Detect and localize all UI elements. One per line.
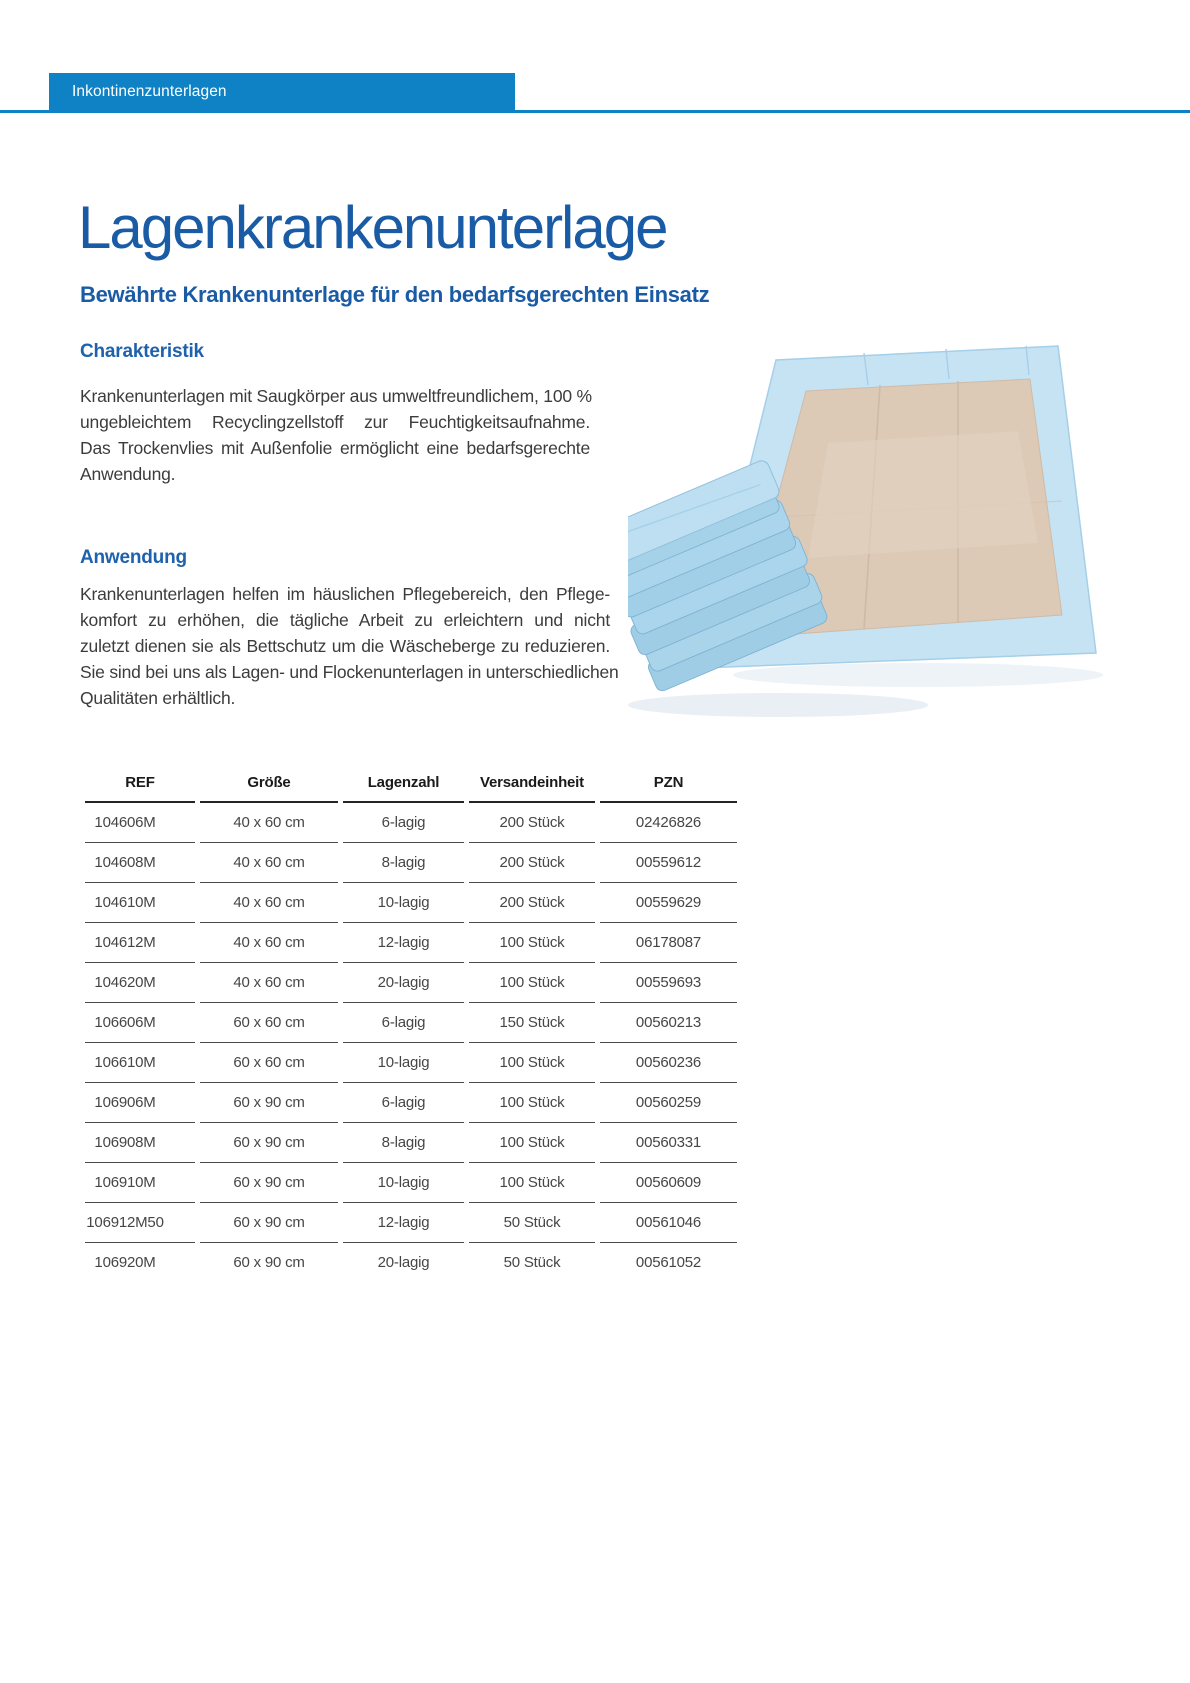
table-cell-ref: 106908M [85,1123,195,1163]
category-banner: Inkontinenzunterlagen [49,73,515,111]
table-cell-pzn: 00559612 [600,843,737,883]
table-cell-pzn: 00559693 [600,963,737,1003]
table-cell-lagenzahl: 10-lagig [343,883,464,923]
table-cell-versandeinheit: 100 Stück [469,1123,595,1163]
table-cell-lagenzahl: 6-lagig [343,803,464,843]
table-cell-groesse: 60 x 60 cm [200,1003,338,1043]
table-cell-groesse: 40 x 60 cm [200,803,338,843]
table-cell-ref: 104612M [85,923,195,963]
section-heading-anwendung: Anwendung [80,547,187,568]
table-cell-ref: 106906M [85,1083,195,1123]
paragraph-line: Anwendung. [80,464,176,484]
table-cell-lagenzahl: 12-lagig [343,1203,464,1243]
paragraph-charakteristik [80,383,590,487]
table-cell-ref: 106606M [85,1003,195,1043]
table-cell-lagenzahl: 20-lagig [343,963,464,1003]
table-cell-pzn: 00561052 [635,1254,702,1271]
table-cell-groesse: 40 x 60 cm [200,963,338,1003]
paragraph-line: Das Trockenvlies mit Außenfolie ermöglicht eine bedarfsgerechte [80,438,590,458]
column-header: Größe [200,745,338,803]
table-cell-ref: 106912M50 [85,1203,195,1243]
table-row [85,1043,737,1083]
table-cell-groesse: 40 x 60 cm [200,843,338,883]
section-heading-charakteristik: Charakteristik [80,341,204,362]
table-cell-versandeinheit: 200 Stück [469,883,595,923]
table-row [85,1003,737,1043]
paragraph-line: ungebleichtem Recyclingzellstoff zur Feuchtigkeitsaufnahme. [80,412,590,432]
table-cell-pzn: 02426826 [600,803,737,843]
paragraph-anwendung [80,581,619,711]
paragraph-line: Qualitäten erhältlich. [80,688,236,708]
table-cell-pzn: 06178087 [600,923,737,963]
table-cell-versandeinheit: 200 Stück [469,803,595,843]
table-row [85,843,737,883]
table-cell-pzn: 00560609 [600,1163,737,1203]
table-cell-ref: 106920M [94,1254,156,1271]
table-row [85,1123,737,1163]
table-body [85,803,737,1283]
table-cell-groesse: 60 x 90 cm [233,1254,305,1271]
table-cell-groesse: 40 x 60 cm [200,923,338,963]
table-row [85,1083,737,1123]
table-cell-lagenzahl: 12-lagig [343,923,464,963]
table-row [85,1163,737,1203]
paragraph-line: komfort zu erhöhen, die tägliche Arbeit zu erleichtern und nicht [80,610,610,630]
table-row [85,1243,737,1283]
table-cell-versandeinheit: 50 Stück [469,1203,595,1243]
table-cell-ref: 106610M [85,1043,195,1083]
table-cell-versandeinheit: 100 Stück [469,963,595,1003]
table-cell-pzn: 00560259 [600,1083,737,1123]
paragraph-line: Krankenunterlagen mit Saugkörper aus umweltfreundlichem, 100 % [80,386,592,406]
table-cell-groesse: 40 x 60 cm [200,883,338,923]
page-title: Lagenkrankenunterlage [78,194,667,261]
table-cell-ref: 104606M [85,803,195,843]
table-cell-pzn: 00559629 [600,883,737,923]
table-cell-pzn: 00560236 [600,1043,737,1083]
product-table [85,745,737,1283]
table-row [85,963,737,1003]
table-cell-versandeinheit: 100 Stück [469,1043,595,1083]
table-cell-groesse: 60 x 90 cm [200,1123,338,1163]
product-photo [628,323,1110,723]
column-header: PZN [600,745,737,803]
table-cell-pzn: 00560331 [600,1123,737,1163]
table-cell-versandeinheit: 50 Stück [503,1254,561,1271]
photo-shadow [628,693,928,717]
photo-shadow [733,663,1103,687]
table-cell-lagenzahl: 8-lagig [343,1123,464,1163]
table-cell-ref: 104620M [85,963,195,1003]
table-row [85,883,737,923]
table-row [85,1203,737,1243]
table-cell-groesse: 60 x 60 cm [200,1043,338,1083]
table-cell-versandeinheit: 200 Stück [469,843,595,883]
column-header: REF [85,745,195,803]
table-cell-versandeinheit: 100 Stück [469,1083,595,1123]
table-cell-versandeinheit: 100 Stück [469,1163,595,1203]
table-cell-lagenzahl: 10-lagig [343,1163,464,1203]
paragraph-line: Sie sind bei uns als Lagen- und Flockenunterlagen in unterschiedlichen [80,662,619,682]
table-cell-lagenzahl: 20-lagig [377,1254,430,1271]
table-cell-versandeinheit: 100 Stück [469,923,595,963]
table-cell-versandeinheit: 150 Stück [469,1003,595,1043]
table-cell-groesse: 60 x 90 cm [200,1083,338,1123]
table-cell-ref: 106910M [85,1163,195,1203]
column-header: Versandeinheit [469,745,595,803]
table-header-row [85,745,737,803]
page-subtitle: Bewährte Krankenunterlage für den bedarfsgerechten Einsatz [80,282,710,307]
table-cell-groesse: 60 x 90 cm [200,1163,338,1203]
table-cell-pzn: 00561046 [600,1203,737,1243]
table-cell-ref: 104610M [85,883,195,923]
table-cell-lagenzahl: 6-lagig [343,1003,464,1043]
table-row [85,803,737,843]
table-cell-lagenzahl: 10-lagig [343,1043,464,1083]
table-cell-groesse: 60 x 90 cm [200,1203,338,1243]
paragraph-line: zuletzt dienen sie als Bettschutz um die Wäscheberge zu reduzieren. [80,636,610,656]
paragraph-line: Krankenunterlagen helfen im häuslichen Pflegebereich, den Pflege- [80,584,610,604]
table-cell-lagenzahl: 8-lagig [343,843,464,883]
table-cell-pzn: 00560213 [600,1003,737,1043]
table-cell-ref: 104608M [85,843,195,883]
table-cell-lagenzahl: 6-lagig [343,1083,464,1123]
table-row [85,923,737,963]
column-header: Lagenzahl [343,745,464,803]
